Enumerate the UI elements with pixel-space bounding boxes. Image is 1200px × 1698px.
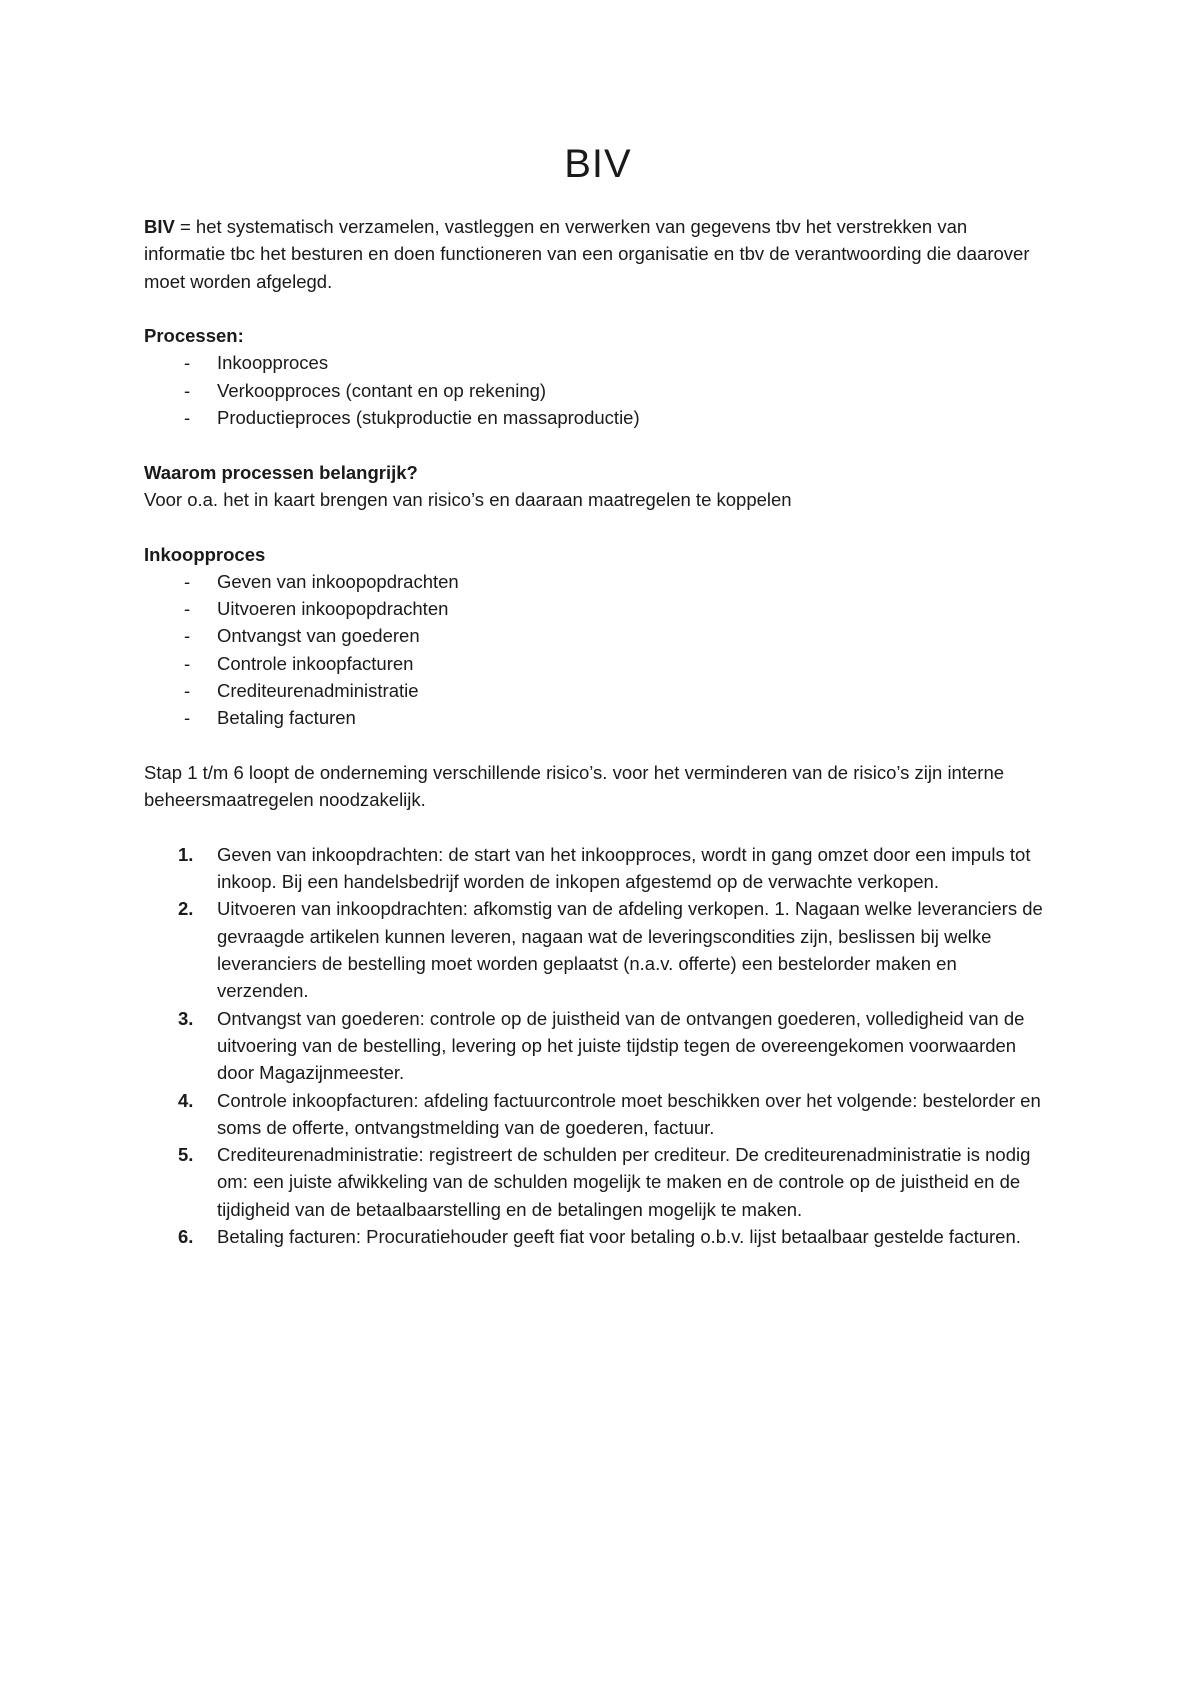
processen-list <box>144 349 1052 431</box>
list-item <box>144 677 1052 704</box>
intro-definition: = het systematisch verzamelen, vastleggen en verwerken van gegevens tbv het verstrekken van informatie tbc het besturen en doen functioneren van een organisatie en tbv de verantwoording die daarover moet worden afgelegd. <box>144 216 1030 292</box>
step-number: 5. <box>178 1144 194 1166</box>
belang-text: Voor o.a. het in kaart brengen van risico’s en daaraan maatregelen te koppelen <box>144 488 792 510</box>
inkoopproces-heading: Inkoopproces <box>144 543 266 565</box>
list-item <box>144 650 1052 677</box>
step-text: Uitvoeren van inkoopdrachten: afkomstig van de afdeling verkopen. 1. Nagaan welke leveranciers de gevraagde artikelen kunnen leveren, nagaan wat de leveringscondities zijn, beslissen bij welke leveranciers de bestelling moet worden geplaatst (n.a.v. offerte) een bestelorder maken en verzenden. <box>217 898 1043 1002</box>
list-item-text: Verkoopproces (contant en op rekening) <box>217 379 547 401</box>
inkoopproces-list <box>144 568 1052 732</box>
dash-bullet: - <box>184 570 191 592</box>
list-item <box>144 622 1052 649</box>
step-item <box>144 1087 1052 1142</box>
belang-heading: Waarom processen belangrijk? <box>144 461 418 483</box>
step-number: 1. <box>178 843 194 865</box>
list-item <box>144 349 1052 376</box>
step-text: Controle inkoopfacturen: afdeling factuurcontrole moet beschikken over het volgende: bestelorder en soms de offerte, ontvangstmelding van de goederen, factuur. <box>217 1089 1041 1138</box>
step-text: Ontvangst van goederen: controle op de juistheid van de ontvangen goederen, volledigheid van de uitvoering van de bestelling, levering op het juiste tijdstip tegen de overeengekomen voorwaarden door Magazijnmeester. <box>217 1007 1025 1084</box>
step-item <box>144 895 1052 1004</box>
list-item <box>144 595 1052 622</box>
step-item <box>144 1223 1052 1250</box>
step-text: Betaling facturen: Procuratiehouder geeft fiat voor betaling o.b.v. lijst betaalbaar gestelde facturen. <box>217 1225 1021 1247</box>
list-item-text: Controle inkoopfacturen <box>217 652 414 674</box>
list-item-text: Crediteurenadministratie <box>217 680 419 702</box>
processen-heading: Processen: <box>144 325 244 347</box>
step-number: 2. <box>178 898 194 920</box>
dash-bullet: - <box>184 680 191 702</box>
spacer <box>144 513 1052 540</box>
step-text: Geven van inkoopdrachten: de start van het inkoopproces, wordt in gang omzet door een impuls tot inkoop. Bij een handelsbedrijf worden de inkopen afgestemd op de verwachte verkopen. <box>217 843 1031 893</box>
intro-term: BIV <box>144 216 175 237</box>
list-item-text: Ontvangst van goederen <box>217 625 420 647</box>
spacer <box>144 431 1052 458</box>
list-item-text: Productieproces (stukproductie en massaproductie) <box>217 407 640 429</box>
step-item <box>144 841 1052 896</box>
list-item-text: Inkoopproces <box>217 352 329 374</box>
spacer <box>144 732 1052 759</box>
spacer <box>144 814 1052 841</box>
intro-paragraph <box>144 213 1052 295</box>
list-item <box>144 404 1052 431</box>
list-item <box>144 704 1052 731</box>
step-item <box>144 1005 1052 1087</box>
list-item-text: Uitvoeren inkoopopdrachten <box>217 598 449 620</box>
list-item <box>144 568 1052 595</box>
dash-bullet: - <box>184 625 191 647</box>
step-item <box>144 1141 1052 1223</box>
step-number: 4. <box>178 1089 194 1111</box>
dash-bullet: - <box>184 352 191 374</box>
dash-bullet: - <box>184 652 191 674</box>
dash-bullet: - <box>184 379 191 401</box>
stap-paragraph: Stap 1 t/m 6 loopt de onderneming verschillende risico’s. voor het verminderen van de risico’s zijn interne beheersmaatregelen noodzakelijk. <box>144 761 1005 811</box>
step-text: Crediteurenadministratie: registreert de schulden per crediteur. De crediteurenadministratie is nodig om: een juiste afwikkeling van de schulden mogelijk te maken en de controle op de juistheid en de tijdigheid van de betaalbaarstelling en de betalingen mogelijk te maken. <box>217 1144 1031 1220</box>
list-item-text: Geven van inkoopopdrachten <box>217 570 459 592</box>
step-number: 3. <box>178 1007 194 1029</box>
dash-bullet: - <box>184 407 191 429</box>
page-title: BIV <box>564 142 632 186</box>
step-number: 6. <box>178 1225 194 1247</box>
dash-bullet: - <box>184 707 191 729</box>
spacer <box>144 295 1052 322</box>
list-item <box>144 377 1052 404</box>
list-item-text: Betaling facturen <box>217 707 356 729</box>
dash-bullet: - <box>184 598 191 620</box>
steps-list <box>144 841 1052 1250</box>
